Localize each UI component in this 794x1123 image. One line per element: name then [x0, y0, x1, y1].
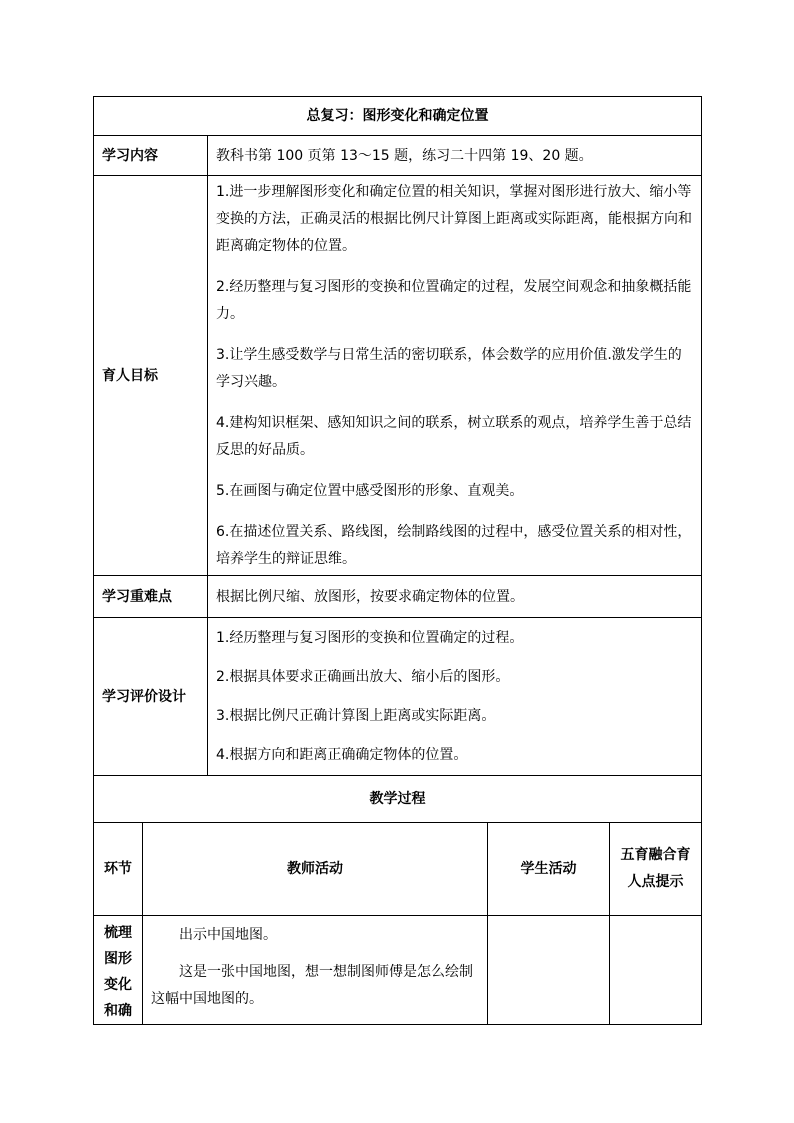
goals-label: 育人目标: [94, 176, 208, 576]
goal-item: 3.让学生感受数学与日常生活的密切联系，体会数学的应用价值.激发学生的学习兴趣。: [216, 346, 682, 390]
goal-item: 1.进一步理解图形变化和确定位置的相关知识，掌握对图形进行放大、缩小等变换的方法，正确灵活的根据比例尺计算图上距离或实际距离，能根据方向和距离确定物体的位置。: [216, 183, 692, 254]
evaluation-label: 学习评价设计: [94, 618, 208, 776]
lesson-plan-table: [93, 96, 702, 1025]
process-heading: 教学过程: [94, 776, 702, 823]
page-title: 总复习：图形变化和确定位置: [94, 97, 702, 136]
lesson-plan-page: [93, 96, 701, 1025]
evaluation-item: 2.根据具体要求正确画出放大、缩小后的图形。: [216, 669, 510, 685]
tips-cell: [610, 916, 702, 1025]
evaluation-list: [208, 618, 702, 776]
evaluation-item: 4.根据方向和距离正确确定物体的位置。: [216, 747, 468, 763]
key-points-text: 根据比例尺缩、放图形，按要求确定物体的位置。: [208, 576, 702, 618]
goal-item: 4.建构知识框架、感知知识之间的联系，树立联系的观点，培养学生善于总结反思的好品质。: [216, 414, 692, 458]
goal-item: 5.在画图与确定位置中感受图形的形象、直观美。: [216, 482, 524, 499]
teacher-activity-line: 出示中国地图。: [179, 927, 277, 943]
student-activity-cell: [488, 916, 610, 1025]
goals-list: [208, 176, 702, 576]
teacher-activity-cell: [143, 916, 488, 1025]
column-header-stage: 环节: [94, 823, 143, 916]
key-points-label: 学习重难点: [94, 576, 208, 618]
column-header-tips: 五育融合育人点提示: [610, 823, 702, 916]
column-header-student: 学生活动: [488, 823, 610, 916]
column-header-teacher: 教师活动: [143, 823, 488, 916]
goal-item: 6.在描述位置关系、路线图，绘制路线图的过程中，感受位置关系的相对性，培养学生的辩证思维。: [216, 523, 692, 567]
content-text: 教科书第 100 页第 13～15 题，练习二十四第 19、20 题。: [208, 136, 702, 176]
content-label: 学习内容: [94, 136, 208, 176]
evaluation-item: 3.根据比例尺正确计算图上距离或实际距离。: [216, 708, 496, 724]
goal-item: 2.经历整理与复习图形的变换和位置确定的过程，发展空间观念和抽象概括能力。: [216, 278, 692, 322]
evaluation-item: 1.经历整理与复习图形的变换和位置确定的过程。: [216, 630, 524, 646]
stage-cell: 梳理图形变化和确: [94, 916, 143, 1025]
teacher-activity-line: 这是一张中国地图，想一想制图师傅是怎么绘制这幅中国地图的。: [151, 964, 473, 1007]
